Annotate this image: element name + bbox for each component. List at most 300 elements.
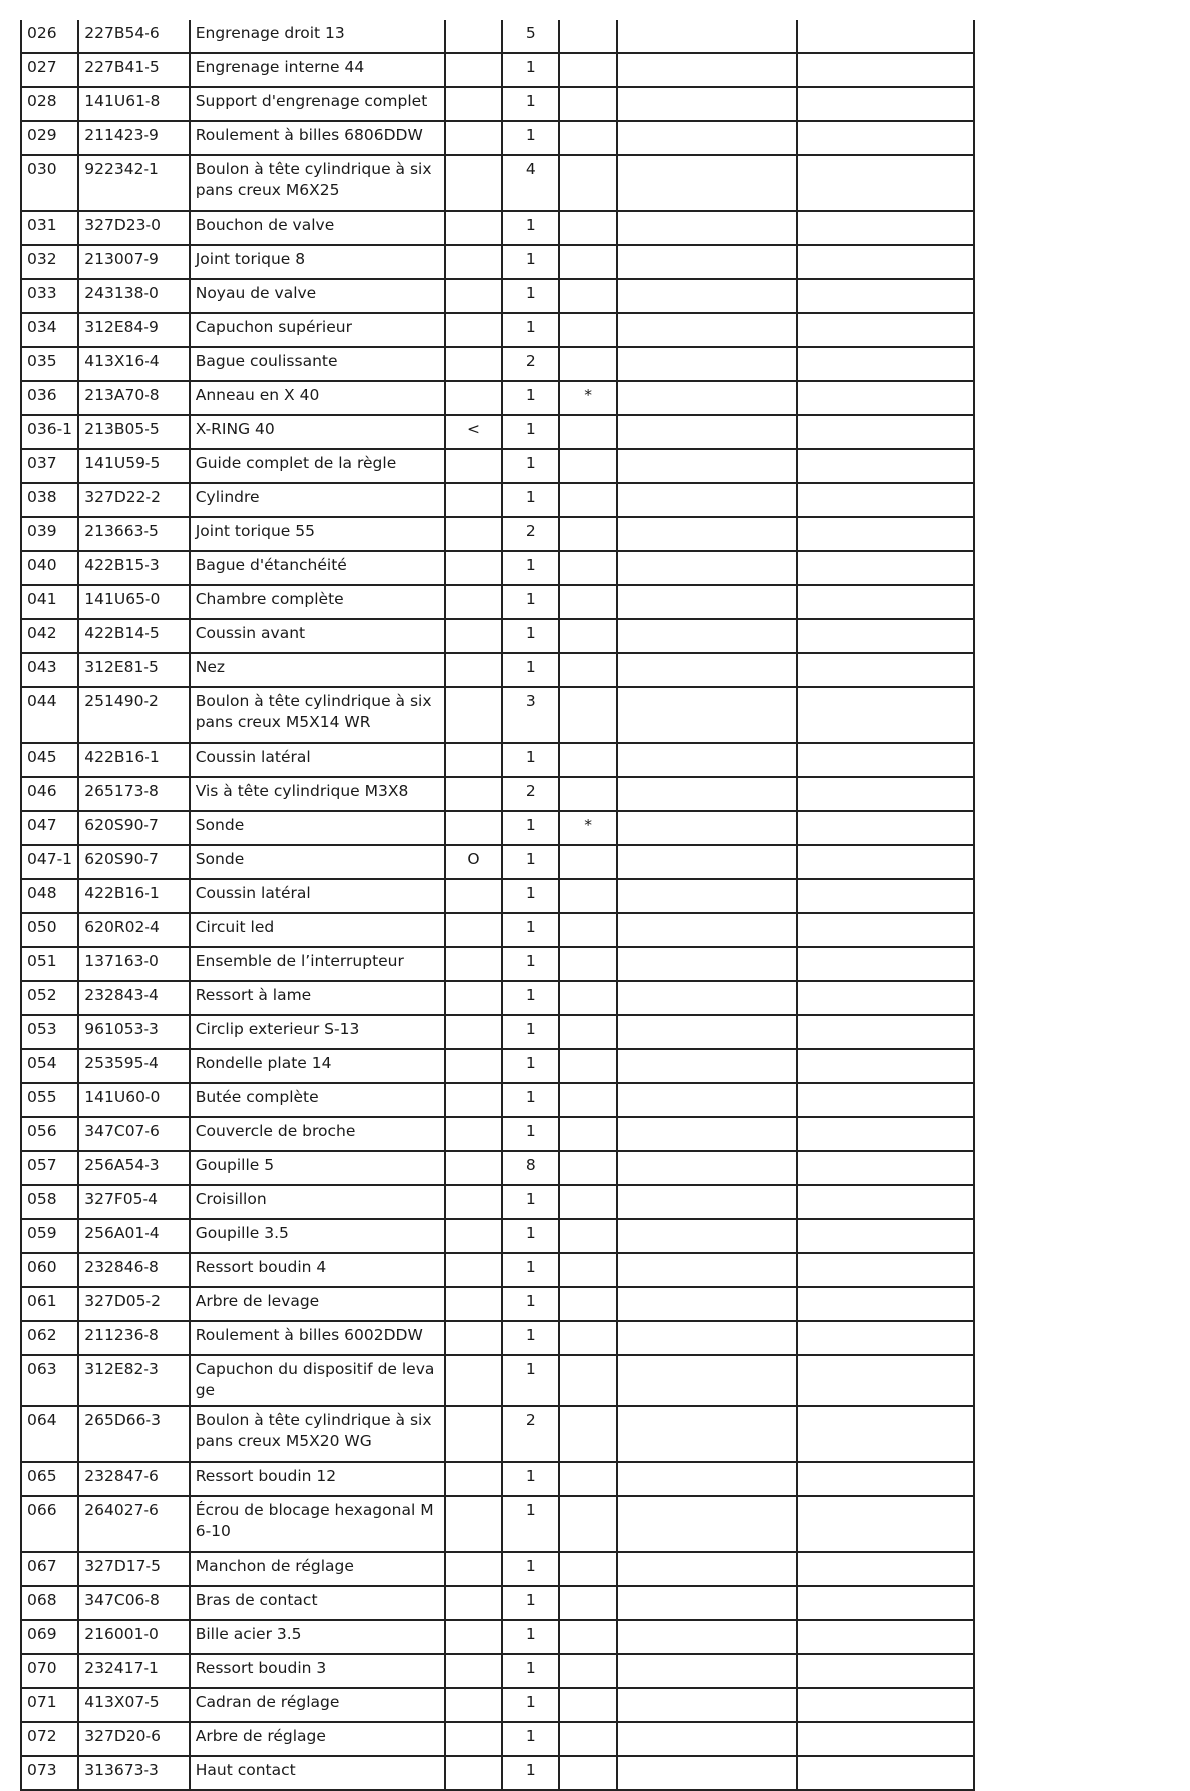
note-cell: * [559, 811, 616, 845]
note-cell [559, 585, 616, 619]
description-cell: Coussin avant [190, 619, 445, 653]
item-number-cell: 073 [21, 1756, 78, 1790]
empty-cell [797, 87, 974, 121]
table-row [21, 981, 974, 1015]
note-cell [559, 87, 616, 121]
empty-cell [617, 245, 797, 279]
note-cell [559, 1015, 616, 1049]
note-cell [559, 1117, 616, 1151]
empty-cell [617, 913, 797, 947]
description-cell: Coussin latéral [190, 879, 445, 913]
quantity-cell: 1 [502, 1015, 559, 1049]
description-cell: Circuit led [190, 913, 445, 947]
empty-cell [617, 20, 797, 53]
empty-cell [797, 653, 974, 687]
quantity-cell: 1 [502, 1756, 559, 1790]
note-cell [559, 121, 616, 155]
mark-cell [445, 913, 502, 947]
note-cell [559, 777, 616, 811]
note-cell [559, 653, 616, 687]
mark-cell [445, 20, 502, 53]
empty-cell [797, 20, 974, 53]
table-row [21, 1355, 974, 1406]
description-cell: Roulement à billes 6806DDW [190, 121, 445, 155]
table-row [21, 483, 974, 517]
quantity-cell: 1 [502, 211, 559, 245]
empty-cell [617, 1406, 797, 1462]
table-row [21, 845, 974, 879]
empty-cell [797, 1287, 974, 1321]
empty-cell [617, 1620, 797, 1654]
part-code-cell: 232847-6 [78, 1462, 189, 1496]
item-number-cell: 048 [21, 879, 78, 913]
item-number-cell: 057 [21, 1151, 78, 1185]
note-cell [559, 1253, 616, 1287]
note-cell [559, 1321, 616, 1355]
description-cell: Boulon à tête cylindrique à six pans creux M5X14 WR [190, 687, 445, 743]
table-row [21, 87, 974, 121]
empty-cell [797, 1015, 974, 1049]
empty-cell [797, 211, 974, 245]
item-number-cell: 046 [21, 777, 78, 811]
table-row [21, 619, 974, 653]
quantity-cell: 1 [502, 913, 559, 947]
description-cell: Joint torique 55 [190, 517, 445, 551]
description-cell: Engrenage interne 44 [190, 53, 445, 87]
quantity-cell: 5 [502, 20, 559, 53]
item-number-cell: 037 [21, 449, 78, 483]
table-row [21, 551, 974, 585]
mark-cell [445, 279, 502, 313]
table-row [21, 1049, 974, 1083]
table-row [21, 415, 974, 449]
description-cell: Capuchon du dispositif de levage [190, 1355, 445, 1406]
item-number-cell: 036-1 [21, 415, 78, 449]
mark-cell [445, 1049, 502, 1083]
note-cell [559, 1462, 616, 1496]
description-cell: Écrou de blocage hexagonal M6-10 [190, 1496, 445, 1552]
parts-list-page [20, 20, 975, 1791]
item-number-cell: 042 [21, 619, 78, 653]
empty-cell [797, 121, 974, 155]
empty-cell [797, 845, 974, 879]
quantity-cell: 1 [502, 1462, 559, 1496]
empty-cell [617, 1586, 797, 1620]
empty-cell [797, 1586, 974, 1620]
mark-cell [445, 1620, 502, 1654]
table-row [21, 653, 974, 687]
note-cell [559, 619, 616, 653]
part-code-cell: 327D22-2 [78, 483, 189, 517]
empty-cell [797, 1185, 974, 1219]
note-cell [559, 743, 616, 777]
quantity-cell: 1 [502, 1219, 559, 1253]
quantity-cell: 1 [502, 619, 559, 653]
part-code-cell: 141U61-8 [78, 87, 189, 121]
empty-cell [617, 1219, 797, 1253]
item-number-cell: 044 [21, 687, 78, 743]
table-row [21, 20, 974, 53]
part-code-cell: 213B05-5 [78, 415, 189, 449]
quantity-cell: 1 [502, 1253, 559, 1287]
item-number-cell: 039 [21, 517, 78, 551]
quantity-cell: 1 [502, 1287, 559, 1321]
empty-cell [617, 981, 797, 1015]
quantity-cell: 2 [502, 1406, 559, 1462]
parts-table [20, 20, 975, 1791]
quantity-cell: 1 [502, 653, 559, 687]
part-code-cell: 256A54-3 [78, 1151, 189, 1185]
mark-cell [445, 1287, 502, 1321]
empty-cell [617, 1015, 797, 1049]
description-cell: Croisillon [190, 1185, 445, 1219]
note-cell [559, 415, 616, 449]
mark-cell [445, 381, 502, 415]
part-code-cell: 256A01-4 [78, 1219, 189, 1253]
quantity-cell: 2 [502, 347, 559, 381]
empty-cell [797, 743, 974, 777]
quantity-cell: 1 [502, 313, 559, 347]
mark-cell [445, 53, 502, 87]
empty-cell [797, 1083, 974, 1117]
mark-cell [445, 947, 502, 981]
quantity-cell: 1 [502, 415, 559, 449]
description-cell: Sonde [190, 811, 445, 845]
table-row [21, 879, 974, 913]
item-number-cell: 035 [21, 347, 78, 381]
mark-cell [445, 811, 502, 845]
note-cell [559, 1151, 616, 1185]
table-row [21, 947, 974, 981]
part-code-cell: 620R02-4 [78, 913, 189, 947]
part-code-cell: 251490-2 [78, 687, 189, 743]
table-row [21, 313, 974, 347]
item-number-cell: 029 [21, 121, 78, 155]
empty-cell [617, 313, 797, 347]
part-code-cell: 347C06-8 [78, 1586, 189, 1620]
description-cell: Cadran de réglage [190, 1688, 445, 1722]
empty-cell [797, 777, 974, 811]
description-cell: Boulon à tête cylindrique à six pans creux M6X25 [190, 155, 445, 211]
item-number-cell: 054 [21, 1049, 78, 1083]
table-row [21, 1462, 974, 1496]
description-cell: Couvercle de broche [190, 1117, 445, 1151]
empty-cell [617, 347, 797, 381]
item-number-cell: 056 [21, 1117, 78, 1151]
empty-cell [797, 1151, 974, 1185]
item-number-cell: 052 [21, 981, 78, 1015]
empty-cell [797, 811, 974, 845]
empty-cell [797, 313, 974, 347]
description-cell: Nez [190, 653, 445, 687]
part-code-cell: 213663-5 [78, 517, 189, 551]
item-number-cell: 058 [21, 1185, 78, 1219]
quantity-cell: 1 [502, 1185, 559, 1219]
mark-cell [445, 1496, 502, 1552]
part-code-cell: 922342-1 [78, 155, 189, 211]
part-code-cell: 211236-8 [78, 1321, 189, 1355]
part-code-cell: 213A70-8 [78, 381, 189, 415]
mark-cell [445, 483, 502, 517]
part-code-cell: 232846-8 [78, 1253, 189, 1287]
mark-cell [445, 1015, 502, 1049]
empty-cell [617, 879, 797, 913]
part-code-cell: 422B16-1 [78, 879, 189, 913]
table-row [21, 211, 974, 245]
empty-cell [797, 415, 974, 449]
part-code-cell: 211423-9 [78, 121, 189, 155]
empty-cell [797, 1321, 974, 1355]
mark-cell [445, 211, 502, 245]
description-cell: Bille acier 3.5 [190, 1620, 445, 1654]
description-cell: Ressort boudin 12 [190, 1462, 445, 1496]
empty-cell [797, 947, 974, 981]
item-number-cell: 063 [21, 1355, 78, 1406]
empty-cell [617, 1083, 797, 1117]
table-row [21, 1321, 974, 1355]
empty-cell [797, 981, 974, 1015]
empty-cell [617, 1049, 797, 1083]
mark-cell [445, 653, 502, 687]
note-cell [559, 1219, 616, 1253]
empty-cell [797, 551, 974, 585]
empty-cell [617, 1287, 797, 1321]
parts-table-body [21, 20, 974, 1790]
table-row [21, 1406, 974, 1462]
description-cell: Support d'engrenage complet [190, 87, 445, 121]
empty-cell [797, 619, 974, 653]
empty-cell [617, 585, 797, 619]
note-cell [559, 483, 616, 517]
quantity-cell: 1 [502, 1586, 559, 1620]
empty-cell [797, 1496, 974, 1552]
empty-cell [797, 879, 974, 913]
empty-cell [797, 1552, 974, 1586]
table-row [21, 743, 974, 777]
empty-cell [617, 279, 797, 313]
quantity-cell: 1 [502, 121, 559, 155]
mark-cell [445, 313, 502, 347]
empty-cell [617, 1355, 797, 1406]
empty-cell [797, 1219, 974, 1253]
table-row [21, 777, 974, 811]
empty-cell [617, 1756, 797, 1790]
part-code-cell: 141U59-5 [78, 449, 189, 483]
part-code-cell: 312E84-9 [78, 313, 189, 347]
mark-cell [445, 1406, 502, 1462]
table-row [21, 1496, 974, 1552]
mark-cell: O [445, 845, 502, 879]
quantity-cell: 1 [502, 1117, 559, 1151]
table-row [21, 517, 974, 551]
part-code-cell: 265173-8 [78, 777, 189, 811]
part-code-cell: 232417-1 [78, 1654, 189, 1688]
item-number-cell: 040 [21, 551, 78, 585]
description-cell: Ressort boudin 4 [190, 1253, 445, 1287]
table-row [21, 279, 974, 313]
description-cell: Roulement à billes 6002DDW [190, 1321, 445, 1355]
table-row [21, 1185, 974, 1219]
description-cell: Bras de contact [190, 1586, 445, 1620]
part-code-cell: 413X16-4 [78, 347, 189, 381]
quantity-cell: 1 [502, 449, 559, 483]
mark-cell [445, 879, 502, 913]
part-code-cell: 620S90-7 [78, 811, 189, 845]
table-row [21, 245, 974, 279]
quantity-cell: 1 [502, 845, 559, 879]
description-cell: Butée complète [190, 1083, 445, 1117]
table-row [21, 381, 974, 415]
item-number-cell: 043 [21, 653, 78, 687]
table-row [21, 1219, 974, 1253]
empty-cell [617, 483, 797, 517]
empty-cell [797, 449, 974, 483]
item-number-cell: 030 [21, 155, 78, 211]
mark-cell [445, 1552, 502, 1586]
mark-cell [445, 1586, 502, 1620]
empty-cell [797, 1049, 974, 1083]
item-number-cell: 047 [21, 811, 78, 845]
item-number-cell: 026 [21, 20, 78, 53]
empty-cell [617, 743, 797, 777]
mark-cell [445, 1117, 502, 1151]
table-row [21, 1151, 974, 1185]
part-code-cell: 413X07-5 [78, 1688, 189, 1722]
item-number-cell: 028 [21, 87, 78, 121]
mark-cell [445, 1756, 502, 1790]
empty-cell [797, 1722, 974, 1756]
quantity-cell: 1 [502, 551, 559, 585]
mark-cell [445, 121, 502, 155]
part-code-cell: 253595-4 [78, 1049, 189, 1083]
note-cell [559, 1620, 616, 1654]
table-row [21, 811, 974, 845]
item-number-cell: 061 [21, 1287, 78, 1321]
mark-cell [445, 1462, 502, 1496]
part-code-cell: 265D66-3 [78, 1406, 189, 1462]
item-number-cell: 064 [21, 1406, 78, 1462]
quantity-cell: 1 [502, 245, 559, 279]
item-number-cell: 027 [21, 53, 78, 87]
quantity-cell: 1 [502, 1049, 559, 1083]
description-cell: Ressort à lame [190, 981, 445, 1015]
table-row [21, 1756, 974, 1790]
quantity-cell: 1 [502, 87, 559, 121]
description-cell: Circlip exterieur S-13 [190, 1015, 445, 1049]
quantity-cell: 1 [502, 53, 559, 87]
quantity-cell: 1 [502, 743, 559, 777]
description-cell: Bague d'étanchéité [190, 551, 445, 585]
part-code-cell: 137163-0 [78, 947, 189, 981]
table-row [21, 1722, 974, 1756]
mark-cell [445, 687, 502, 743]
part-code-cell: 422B16-1 [78, 743, 189, 777]
description-cell: Sonde [190, 845, 445, 879]
note-cell [559, 845, 616, 879]
note-cell [559, 449, 616, 483]
item-number-cell: 053 [21, 1015, 78, 1049]
note-cell [559, 1688, 616, 1722]
quantity-cell: 1 [502, 1620, 559, 1654]
quantity-cell: 2 [502, 777, 559, 811]
item-number-cell: 055 [21, 1083, 78, 1117]
table-row [21, 1117, 974, 1151]
empty-cell [617, 1496, 797, 1552]
empty-cell [797, 1253, 974, 1287]
quantity-cell: 1 [502, 1722, 559, 1756]
table-row [21, 1015, 974, 1049]
item-number-cell: 069 [21, 1620, 78, 1654]
empty-cell [617, 619, 797, 653]
note-cell [559, 687, 616, 743]
item-number-cell: 031 [21, 211, 78, 245]
empty-cell [797, 1355, 974, 1406]
quantity-cell: 1 [502, 981, 559, 1015]
quantity-cell: 1 [502, 585, 559, 619]
description-cell: Guide complet de la règle [190, 449, 445, 483]
description-cell: Cylindre [190, 483, 445, 517]
note-cell [559, 313, 616, 347]
note-cell [559, 1287, 616, 1321]
table-row [21, 155, 974, 211]
empty-cell [617, 777, 797, 811]
quantity-cell: 1 [502, 1688, 559, 1722]
description-cell: Bague coulissante [190, 347, 445, 381]
mark-cell [445, 585, 502, 619]
empty-cell [617, 1151, 797, 1185]
note-cell [559, 1406, 616, 1462]
empty-cell [617, 517, 797, 551]
empty-cell [797, 381, 974, 415]
item-number-cell: 047-1 [21, 845, 78, 879]
empty-cell [617, 155, 797, 211]
description-cell: Joint torique 8 [190, 245, 445, 279]
description-cell: Goupille 3.5 [190, 1219, 445, 1253]
mark-cell [445, 1355, 502, 1406]
empty-cell [617, 653, 797, 687]
note-cell [559, 947, 616, 981]
empty-cell [617, 1117, 797, 1151]
empty-cell [797, 245, 974, 279]
note-cell [559, 245, 616, 279]
item-number-cell: 038 [21, 483, 78, 517]
empty-cell [617, 87, 797, 121]
mark-cell [445, 619, 502, 653]
empty-cell [797, 155, 974, 211]
empty-cell [617, 211, 797, 245]
part-code-cell: 961053-3 [78, 1015, 189, 1049]
empty-cell [617, 1253, 797, 1287]
description-cell: Arbre de réglage [190, 1722, 445, 1756]
item-number-cell: 072 [21, 1722, 78, 1756]
mark-cell [445, 1219, 502, 1253]
item-number-cell: 062 [21, 1321, 78, 1355]
mark-cell [445, 449, 502, 483]
empty-cell [797, 1462, 974, 1496]
empty-cell [617, 551, 797, 585]
note-cell [559, 1552, 616, 1586]
empty-cell [797, 517, 974, 551]
empty-cell [797, 1117, 974, 1151]
table-row [21, 1253, 974, 1287]
mark-cell [445, 981, 502, 1015]
quantity-cell: 1 [502, 811, 559, 845]
description-cell: Chambre complète [190, 585, 445, 619]
description-cell: Arbre de levage [190, 1287, 445, 1321]
part-code-cell: 347C07-6 [78, 1117, 189, 1151]
quantity-cell: 2 [502, 517, 559, 551]
description-cell: Coussin latéral [190, 743, 445, 777]
